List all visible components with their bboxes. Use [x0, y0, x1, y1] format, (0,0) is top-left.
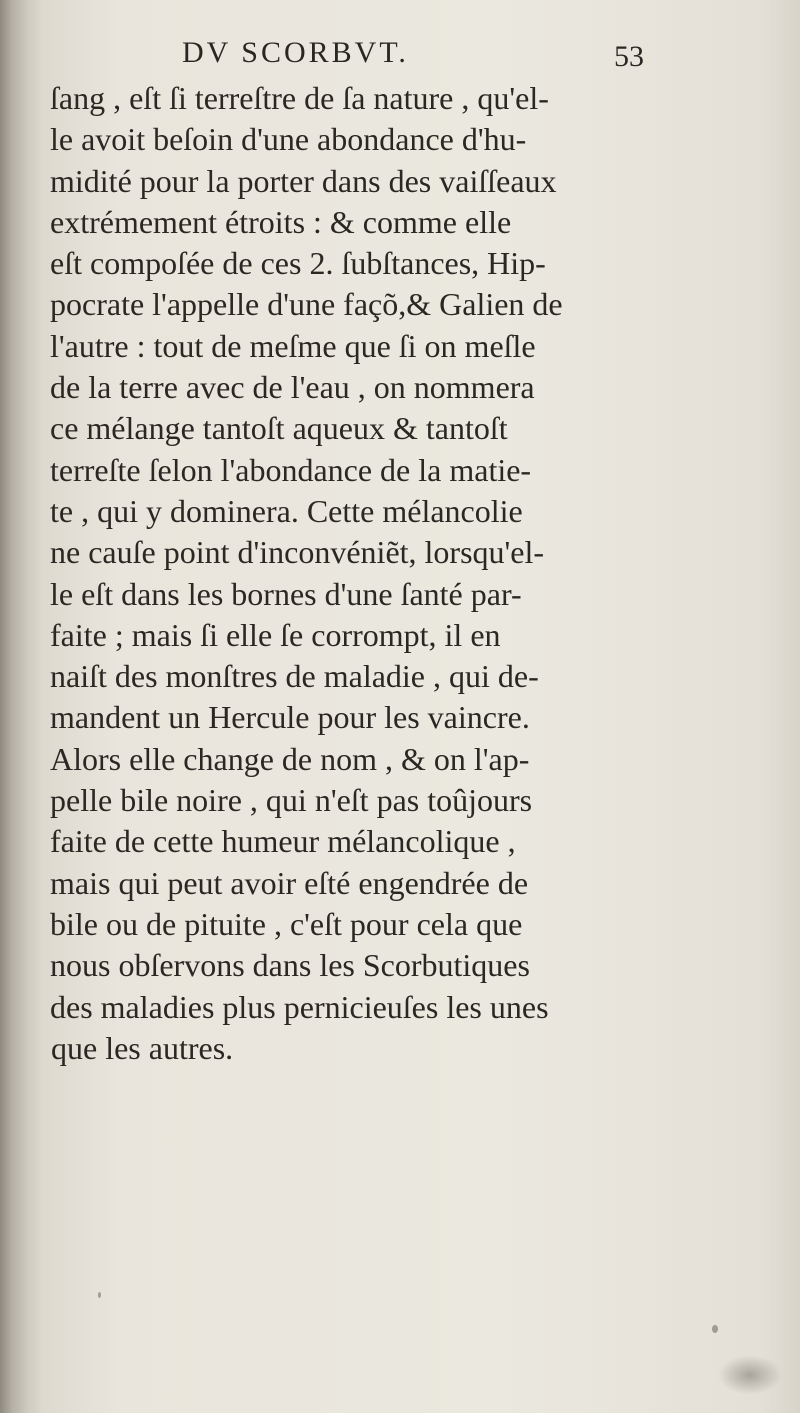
text-line: terreſte ſelon l'abondance de la matie- [50, 451, 532, 488]
running-head: DV SCORBVT. [182, 36, 409, 69]
text-line: ce mélange tantoſt aqueux & tantoſt [50, 410, 508, 447]
paper-speck [712, 1325, 718, 1333]
text-line: midité pour la porter dans des vaiſſeaux [50, 162, 557, 199]
text-line: mais qui peut avoir eſté engendrée de [50, 864, 529, 901]
text-line: ne cauſe point d'inconvéniẽt, lorsqu'el- [50, 534, 545, 571]
text-line: extrémement étroits : & comme elle [50, 203, 512, 240]
text-line: pocrate l'appelle d'une façõ,& Galien de [50, 286, 563, 323]
text-line: pelle bile noire , qui n'eſt pas toûjours [50, 782, 533, 819]
text-line: nous obſervons dans les Scorbutiques [50, 947, 530, 984]
text-line: naiſt des monſtres de maladie , qui de- [50, 658, 539, 695]
text-line: de la terre avec de l'eau , on nommera [50, 369, 535, 406]
text-line: le avoit beſoin d'une abondance d'hu- [50, 121, 527, 158]
text-line: Alors elle change de nom , & on l'ap- [50, 740, 530, 777]
text-line-last: que les autres. [51, 1029, 234, 1066]
paper-speck [98, 1292, 101, 1298]
text-line: le eſt dans les bornes d'une ſanté par- [50, 575, 522, 612]
text-line: ſang , eſt ſi terreſtre de ſa nature , qu'el- [50, 80, 549, 116]
page-header [182, 36, 682, 76]
body-text [50, 78, 660, 1069]
text-line: faite ; mais ſi elle ſe corrompt, il en [50, 616, 501, 653]
text-line: l'autre : tout de meſme que ſi on meſle [50, 327, 536, 364]
corner-stain [718, 1355, 782, 1395]
page-number: 53 [614, 40, 644, 73]
text-line: eſt compoſée de ces 2. ſubſtances, Hip- [50, 245, 546, 282]
text-line: faite de cette humeur mélancolique , [50, 823, 516, 860]
text-line: bile ou de pituite , c'eſt pour cela que [50, 905, 523, 942]
gutter-shadow [0, 0, 42, 1413]
text-line: mandent un Hercule pour les vaincre. [50, 699, 530, 736]
text-line: des maladies plus pernicieuſes les unes [50, 988, 549, 1025]
text-line: te , qui y dominera. Cette mélancolie [50, 492, 523, 529]
